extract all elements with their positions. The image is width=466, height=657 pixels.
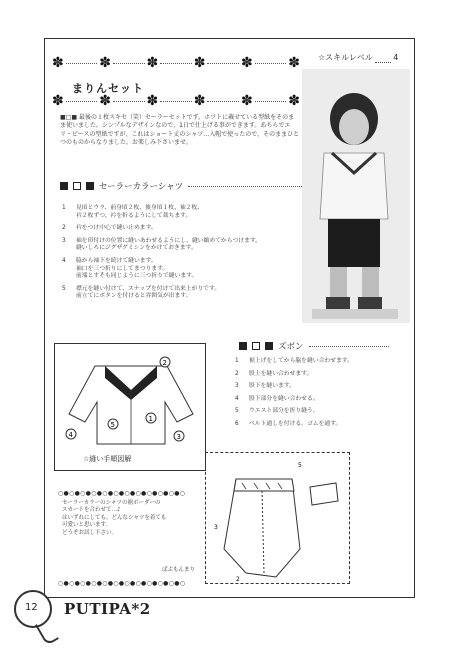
pants-step-text: 股下を縫います。 xyxy=(249,383,295,390)
diagram-caption: ☆縫い手順図解 xyxy=(83,455,132,463)
doll-photo xyxy=(302,69,410,323)
pants-steps-list xyxy=(235,358,405,434)
pants-illustration xyxy=(206,453,351,585)
shirt-step xyxy=(62,286,298,301)
shirt-step-text: 脇から袖下を続けて縫います。 袖口を三つ折りにしてまつります。 前端とすそも同じように三つ折りで縫います。 xyxy=(76,257,198,280)
pants-step-text: ベルト通しを付ける。ゴムを通す。 xyxy=(249,420,342,427)
note-text: セーラーカラーのシャツの裾ボーダーの スカートを合わせて…♪ はいずれにしても、どんなシャツを着ても 可愛いと思います。 どうぞお試し下さい。 xyxy=(62,500,167,536)
pants-step xyxy=(235,408,405,416)
svg-text:5: 5 xyxy=(110,421,115,429)
pants-step-number: 3 xyxy=(235,383,239,390)
section-shirt-title: セーラーカラーシャツ xyxy=(99,182,184,192)
shirt-step-text: 袖を印付けの位置に縫いあわせるようにし、縫い縮めてからつけます。 縫いしろにジグザグミシンをかけておきます。 xyxy=(76,237,261,252)
svg-text:3: 3 xyxy=(176,433,181,441)
shirt-steps-list xyxy=(62,205,298,306)
pants-step-number: 5 xyxy=(235,408,239,415)
svg-text:3: 3 xyxy=(214,524,218,531)
section-pants-title: ズボン xyxy=(278,342,304,352)
svg-text:2: 2 xyxy=(236,576,240,583)
doll-illustration xyxy=(302,69,410,323)
shirt-step-number: 5 xyxy=(62,285,66,292)
shirt-step xyxy=(62,205,298,220)
page-title: まりんセット xyxy=(72,82,144,95)
pants-step-number: 2 xyxy=(235,370,239,377)
intro-tag: ■□■ xyxy=(60,114,78,121)
intro-body: 最後の１枚スキセ（笑）セーラーセットです。ホツトに載せている型紙をそのまま使いました。シンプルなデザインなので、1日で仕上げる事ができます。あちらでエリ・ピースの型紙ですが、これはショート丈のシャツ…入帽で使ったので、そのままひとつのものからなりました。お楽しみ下さいませ。 xyxy=(60,114,300,147)
note-signature: ぱぷもんまり xyxy=(161,567,195,573)
shirt-step-number: 3 xyxy=(62,237,66,244)
shirt-step-text: 襟元を縫い付けて、スナップを付けて出来上がりです。 前立てにボタンを付けると雰囲気が出ます。 xyxy=(76,285,221,300)
pants-step-number: 1 xyxy=(235,358,239,364)
pants-step xyxy=(235,358,405,366)
shirt-step-number: 1 xyxy=(62,205,66,211)
svg-text:5: 5 xyxy=(298,462,302,469)
svg-text:2: 2 xyxy=(162,359,167,367)
shirt-step-text: 衿をつけ中心で縫い止めます。 xyxy=(76,225,157,232)
skill-label: ☆スキルレベル xyxy=(318,53,373,62)
pants-step-number: 6 xyxy=(235,420,239,427)
pants-step xyxy=(235,371,405,379)
note-dots-top: ○●○●○●○●○●○●○●○●○●○●○●○ xyxy=(58,490,186,497)
shirt-step xyxy=(62,238,298,253)
shirt-step xyxy=(62,258,298,281)
page-number: 12 xyxy=(25,602,38,613)
decorative-row-bottom: ✽ ✽ ✽ ✽ ✽ ✽ xyxy=(52,93,300,109)
pants-step xyxy=(235,383,405,391)
shirt-step-number: 4 xyxy=(62,257,66,264)
skill-value: 4 xyxy=(393,53,399,62)
pants-step xyxy=(235,396,405,404)
decorative-row-top: ✽ ✽ ✽ ✽ ✽ ✽ xyxy=(52,55,300,71)
pants-step-text: 股上を縫い合わせます。 xyxy=(249,370,313,377)
intro-text xyxy=(60,114,300,148)
note-dots-bottom: ○●○●○●○●○●○●○●○●○●○●○●○ xyxy=(58,580,186,587)
brand-title: PUTIPA*2 xyxy=(64,600,151,618)
svg-text:4: 4 xyxy=(68,431,73,439)
sewing-diagram xyxy=(54,343,206,471)
svg-text:1: 1 xyxy=(148,415,153,423)
pants-step-text: ウエスト部分を折り縫う。 xyxy=(249,408,319,415)
section-heading-shirt xyxy=(60,180,308,192)
pants-step xyxy=(235,421,405,429)
note-box xyxy=(58,490,203,587)
pants-step-number: 4 xyxy=(235,395,239,402)
skill-level xyxy=(318,52,398,63)
shirt-step xyxy=(62,225,298,233)
section-heading-pants xyxy=(239,340,389,352)
pants-step-text: 股下部分を縫い合わせる。 xyxy=(249,395,319,402)
shirt-step-text: 見頃とウラ、前身頃２枚、後身頃１枚、袖２枚、 衿２枚ずつ、衿を折るようにして裁ちます。 xyxy=(76,205,204,219)
page-badge-tail xyxy=(35,618,59,646)
shirt-step-number: 2 xyxy=(62,225,66,232)
pants-step-text: 裾上げをしてから脇を縫い合わせます。 xyxy=(249,358,353,364)
pants-pattern-diagram xyxy=(205,452,350,584)
shirt-illustration xyxy=(55,344,207,454)
